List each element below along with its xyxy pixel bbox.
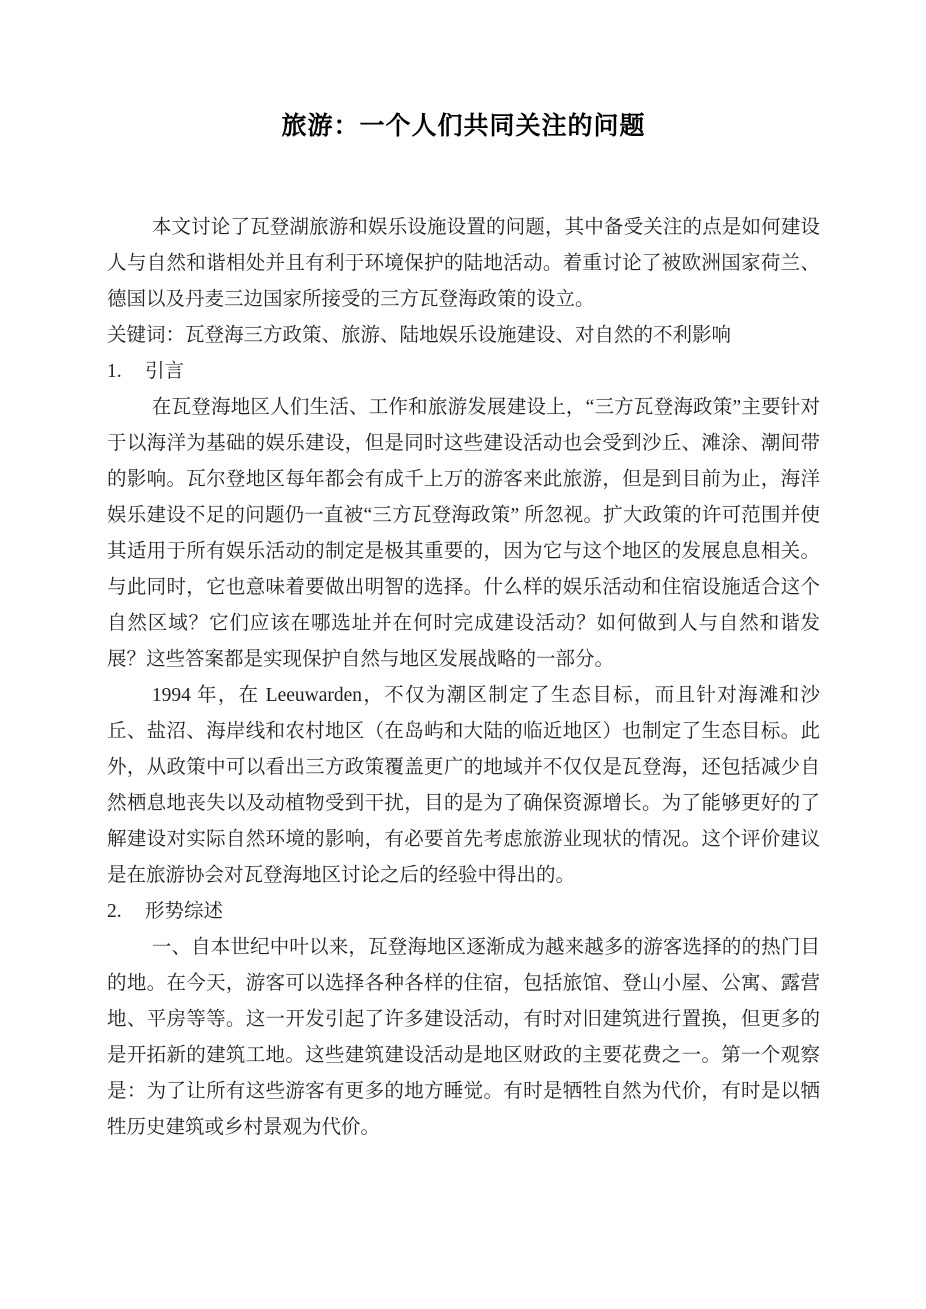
section-1-paragraph-1: 在瓦登海地区人们生活、工作和旅游发展建设上，“三方瓦登海政策”主要针对于以海洋为基础的娱乐建设，但是同时这些建设活动也会受到沙丘、滩涂、潮间带的影响。瓦尔登地区每年都会有成千上万的游客来此旅游，但是到目前为止，海洋娱乐建设不足的问题仍一直被“三方瓦登海政策” 所忽视。扩大政策的许可范围并使其适用于所有娱乐活动的制定是极其重要的，因为它与这个地区的发展息息相关。与此同时，它也意味着要做出明智的选择。什么样的娱乐活动和住宿设施适合这个自然区域？它们应该在哪选址并在何时完成建设活动？如何做到人与自然和谐发展？这些答案都是实现保护自然与地区发展战略的一部分。 <box>107 397 820 670</box>
section-2-heading <box>107 894 820 930</box>
document-title: 旅游：一个人们共同关注的问题 <box>281 111 646 140</box>
section-2-paragraph-1: 一、自本世纪中叶以来，瓦登海地区逐渐成为越来越多的游客选择的的热门目的地。在今天，游客可以选择各种各样的住宿，包括旅馆、登山小屋、公寓、露营地、平房等等。这一开发引起了许多建设活动，有时对旧建筑进行置换，但更多的是开拓新的建筑工地。这些建筑建设活动是地区财政的主要花费之一。第一个观察是：为了让所有这些游客有更多的地方睡觉。有时是牺牲自然为代价，有时是以牺牲历史建筑或乡村景观为代价。 <box>107 937 820 1138</box>
section-1-number: 1. <box>107 361 122 382</box>
section-1-paragraph-2: 1994 年，在 Leeuwarden，不仅为潮区制定了生态目标，而且针对海滩和沙丘、盐沼、海岸线和农村地区（在岛屿和大陆的临近地区）也制定了生态目标。此外，从政策中可以看出三方政策覆盖更广的地域并不仅仅是瓦登海，还包括减少自然栖息地丧失以及动植物受到干扰，目的是为了确保资源增长。为了能够更好的了解建设对实际自然环境的影响，有必要首先考虑旅游业现状的情况。这个评价建议是在旅游协会对瓦登海地区讨论之后的经验中得出的。 <box>107 685 820 886</box>
section-2-number: 2. <box>107 901 122 922</box>
section-1-title: 引言 <box>145 361 185 382</box>
section-2-title: 形势综述 <box>145 901 224 922</box>
section-1-heading <box>107 354 820 390</box>
abstract-paragraph: 本文讨论了瓦登湖旅游和娱乐设施设置的问题，其中备受关注的点是如何建设人与自然和谐相处并且有利于环境保护的陆地活动。着重讨论了被欧洲国家荷兰、德国以及丹麦三边国家所接受的三方瓦登海政策的设立。 <box>107 217 820 310</box>
keywords-line: 关键词：瓦登海三方政策、旅游、陆地娱乐设施建设、对自然的不利影响 <box>107 325 732 346</box>
